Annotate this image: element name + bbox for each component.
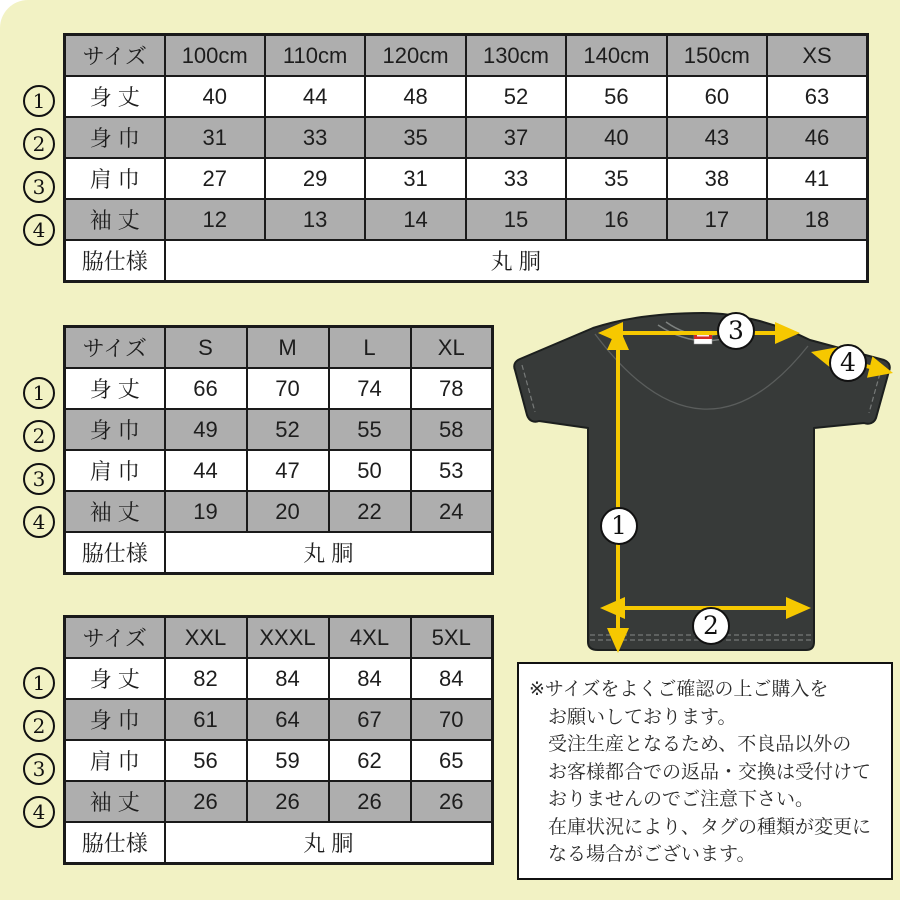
measurement-value: 27 — [165, 158, 265, 199]
side-spec-label: 脇仕様 — [65, 240, 165, 282]
measurement-label: 身 丈 — [65, 76, 165, 117]
diagram-marker-body-length: 1 — [600, 507, 638, 545]
row-number-circle: 4 — [23, 214, 55, 246]
measurement-value: 53 — [411, 450, 493, 491]
table-row — [65, 822, 493, 864]
measurement-value: 15 — [466, 199, 566, 240]
size-table — [63, 325, 494, 575]
measurement-value: 22 — [329, 491, 411, 532]
measurement-value: 35 — [566, 158, 666, 199]
row-number-circle: 3 — [23, 463, 55, 495]
measurement-value: 63 — [767, 76, 867, 117]
side-spec-value: 丸 胴 — [165, 822, 493, 864]
table-row — [65, 740, 493, 781]
measurement-value: 52 — [466, 76, 566, 117]
measurement-value: 66 — [165, 368, 247, 409]
size-column-header: S — [165, 327, 247, 369]
measurement-value: 74 — [329, 368, 411, 409]
measurement-value: 35 — [365, 117, 465, 158]
measurement-value: 82 — [165, 658, 247, 699]
measurement-value: 40 — [165, 76, 265, 117]
size-column-header: XL — [411, 327, 493, 369]
size-column-header: M — [247, 327, 329, 369]
size-column-header: 110cm — [265, 35, 365, 77]
table-row — [65, 450, 493, 491]
table-row — [65, 658, 493, 699]
note-line: なる場合がございます。 — [548, 844, 756, 865]
table-row — [65, 76, 868, 117]
corner-notch — [0, 0, 42, 42]
measurement-value: 49 — [165, 409, 247, 450]
size-column-header: 150cm — [667, 35, 767, 77]
size-column-header: 120cm — [365, 35, 465, 77]
adult-size-table — [32, 325, 491, 575]
size-column-header: 140cm — [566, 35, 666, 77]
measurement-value: 55 — [329, 409, 411, 450]
measurement-label: 肩 巾 — [65, 450, 165, 491]
row-number-circle: 2 — [23, 710, 55, 742]
measurement-label: 袖 丈 — [65, 491, 165, 532]
size-column-header: 130cm — [466, 35, 566, 77]
side-spec-value: 丸 胴 — [165, 532, 493, 574]
note-line: お客様都合での返品・交換は受付けて — [548, 761, 872, 783]
measurement-value: 48 — [365, 76, 465, 117]
measurement-value: 29 — [265, 158, 365, 199]
row-number-circle: 4 — [23, 796, 55, 828]
measurement-label: 身 丈 — [65, 368, 165, 409]
big-size-table — [32, 615, 491, 865]
measurement-value: 17 — [667, 199, 767, 240]
table-row — [65, 240, 868, 282]
size-label-header: サイズ — [65, 327, 165, 369]
measurement-value: 84 — [329, 658, 411, 699]
measurement-value: 14 — [365, 199, 465, 240]
measurement-value: 70 — [247, 368, 329, 409]
measurement-value: 37 — [466, 117, 566, 158]
measurement-value: 70 — [411, 699, 493, 740]
note-line: お願いしております。 — [548, 706, 737, 728]
measurement-value: 78 — [411, 368, 493, 409]
measurement-value: 59 — [247, 740, 329, 781]
size-column-header: L — [329, 327, 411, 369]
row-number-circle: 2 — [23, 420, 55, 452]
measurement-value: 26 — [329, 781, 411, 822]
table-row — [65, 368, 493, 409]
measurement-value: 31 — [365, 158, 465, 199]
kids-size-table — [32, 33, 866, 283]
diagram-marker-body-width: 2 — [692, 607, 730, 645]
measurement-value: 43 — [667, 117, 767, 158]
measurement-value: 26 — [165, 781, 247, 822]
measurement-label: 身 巾 — [65, 409, 165, 450]
measurement-value: 61 — [165, 699, 247, 740]
measurement-value: 19 — [165, 491, 247, 532]
note-line: 在庫状況により、タグの種類が変更に — [548, 816, 872, 838]
row-number-circle: 2 — [23, 128, 55, 160]
note-line: おりませんのでご注意下さい。 — [548, 789, 815, 810]
size-column-header: 5XL — [411, 617, 493, 659]
measurement-value: 44 — [265, 76, 365, 117]
row-number-circle: 3 — [23, 753, 55, 785]
purchase-notes — [517, 662, 893, 880]
measurement-value: 16 — [566, 199, 666, 240]
measurement-label: 肩 巾 — [65, 740, 165, 781]
measurement-label: 身 丈 — [65, 658, 165, 699]
measurement-value: 12 — [165, 199, 265, 240]
measurement-value: 65 — [411, 740, 493, 781]
table-row — [65, 781, 493, 822]
measurement-value: 46 — [767, 117, 867, 158]
measurement-value: 64 — [247, 699, 329, 740]
measurement-value: 44 — [165, 450, 247, 491]
note-line: 受注生産となるため、不良品以外の — [548, 734, 852, 755]
diagram-marker-shoulder-width: 3 — [717, 312, 755, 350]
measurement-value: 58 — [411, 409, 493, 450]
row-number-circle: 4 — [23, 506, 55, 538]
size-table — [63, 33, 869, 283]
side-spec-label: 脇仕様 — [65, 532, 165, 574]
measurement-value: 41 — [767, 158, 867, 199]
measurement-value: 60 — [667, 76, 767, 117]
side-spec-value: 丸 胴 — [165, 240, 868, 282]
measurement-value: 26 — [411, 781, 493, 822]
diagram-marker-sleeve-length: 4 — [829, 344, 867, 382]
measurement-value: 56 — [165, 740, 247, 781]
table-row — [65, 532, 493, 574]
row-number-circle: 1 — [23, 85, 55, 117]
measurement-value: 62 — [329, 740, 411, 781]
measurement-value: 52 — [247, 409, 329, 450]
measurement-label: 身 巾 — [65, 117, 165, 158]
measurement-value: 38 — [667, 158, 767, 199]
measurement-value: 33 — [466, 158, 566, 199]
measurement-value: 67 — [329, 699, 411, 740]
size-column-header: XXL — [165, 617, 247, 659]
row-number-circle: 3 — [23, 171, 55, 203]
row-number-circle: 1 — [23, 377, 55, 409]
table-row — [65, 409, 493, 450]
measurement-label: 肩 巾 — [65, 158, 165, 199]
table-row — [65, 699, 493, 740]
size-column-header: 100cm — [165, 35, 265, 77]
measurement-value: 40 — [566, 117, 666, 158]
row-number-circle: 1 — [23, 667, 55, 699]
measurement-value: 84 — [247, 658, 329, 699]
measurement-value: 20 — [247, 491, 329, 532]
size-label-header: サイズ — [65, 35, 165, 77]
note-line: ※サイズをよくご確認の上ご購入を — [529, 679, 829, 700]
table-row — [65, 117, 868, 158]
measurement-value: 50 — [329, 450, 411, 491]
measurement-value: 24 — [411, 491, 493, 532]
size-column-header: 4XL — [329, 617, 411, 659]
measurement-value: 84 — [411, 658, 493, 699]
table-row — [65, 199, 868, 240]
size-label-header: サイズ — [65, 617, 165, 659]
measurement-value: 31 — [165, 117, 265, 158]
table-row — [65, 491, 493, 532]
size-column-header: XXXL — [247, 617, 329, 659]
measurement-label: 身 巾 — [65, 699, 165, 740]
measurement-label: 袖 丈 — [65, 781, 165, 822]
table-row — [65, 158, 868, 199]
measurement-value: 13 — [265, 199, 365, 240]
measurement-value: 33 — [265, 117, 365, 158]
side-spec-label: 脇仕様 — [65, 822, 165, 864]
measurement-value: 18 — [767, 199, 867, 240]
measurement-value: 26 — [247, 781, 329, 822]
measurement-value: 47 — [247, 450, 329, 491]
size-column-header: XS — [767, 35, 867, 77]
size-table — [63, 615, 494, 865]
measurement-value: 56 — [566, 76, 666, 117]
measurement-label: 袖 丈 — [65, 199, 165, 240]
